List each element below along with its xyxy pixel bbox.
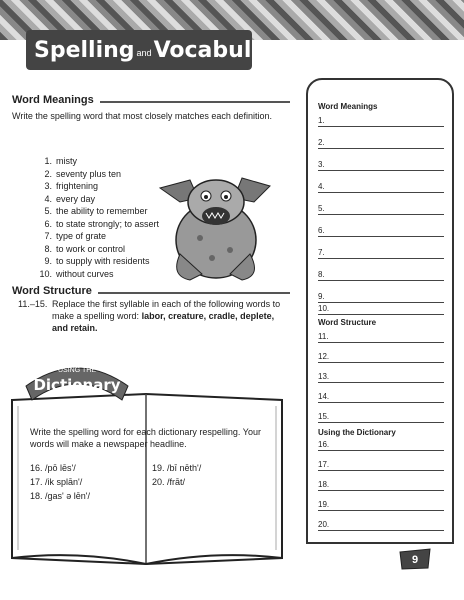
- answer-number: 5.: [318, 204, 325, 213]
- dictionary-label-main: Dictionary: [33, 376, 121, 394]
- answer-line[interactable]: [318, 258, 444, 259]
- answer-sheet-word-meanings: Word Meanings: [318, 102, 378, 111]
- list-item: 5. the ability to remember: [44, 206, 148, 216]
- answer-number: 17.: [318, 460, 330, 469]
- answer-line[interactable]: [318, 422, 444, 423]
- word-structure-number: 11.–15.: [18, 299, 48, 309]
- answer-number: 13.: [318, 372, 330, 381]
- answer-line[interactable]: [318, 302, 444, 303]
- answer-line[interactable]: [318, 470, 444, 471]
- answer-line[interactable]: [318, 148, 444, 149]
- answer-number: 4.: [318, 182, 325, 191]
- answer-number: 18.: [318, 480, 330, 489]
- answer-line[interactable]: [318, 530, 444, 531]
- list-item: 9. to supply with residents: [44, 256, 150, 266]
- dictionary-item: 16. /pō lēs'/: [30, 463, 76, 473]
- list-item: 10. without curves: [39, 268, 114, 279]
- answer-number: 8.: [318, 270, 325, 279]
- answer-line[interactable]: [318, 342, 444, 343]
- dictionary-label-top: USING THE: [58, 367, 96, 374]
- list-item: 7. type of grate: [44, 231, 107, 241]
- answer-number: 12.: [318, 352, 330, 361]
- answer-line[interactable]: [318, 214, 444, 215]
- answer-number: 15.: [318, 412, 330, 421]
- title-banner: [26, 30, 292, 70]
- word-structure-words: labor, creature, cradle, deplete, and retain.: [52, 311, 275, 333]
- dictionary-item: 19. /bī nēth'/: [152, 463, 202, 473]
- answer-number: 6.: [318, 226, 325, 235]
- dictionary-item: 17. /ik splān'/: [30, 477, 83, 487]
- answer-number: 20.: [318, 520, 330, 529]
- answer-sheet: [306, 78, 454, 544]
- page-number-badge: [398, 548, 432, 570]
- answer-number: 16.: [318, 440, 330, 449]
- answer-number: 3.: [318, 160, 325, 169]
- answer-line[interactable]: [318, 510, 444, 511]
- answer-line[interactable]: [318, 280, 444, 281]
- answer-line[interactable]: [318, 362, 444, 363]
- answer-number: 14.: [318, 392, 330, 401]
- answer-sheet-using-dictionary: Using the Dictionary: [318, 428, 396, 437]
- answer-number: 10.: [318, 304, 330, 313]
- banner-vocabulary: Vocabulary: [153, 37, 292, 63]
- dictionary-item: 18. /gas' ə lēn'/: [30, 491, 90, 501]
- dictionary-instructions: Write the spelling word for each dictionary respelling. Your words will make a newspaper headline.: [30, 427, 261, 449]
- list-item: 6. to state strongly; to assert: [44, 218, 160, 229]
- word-meanings-list: [24, 155, 159, 280]
- answer-line[interactable]: [318, 170, 444, 171]
- banner-and: and: [136, 48, 152, 58]
- answer-number: 11.: [318, 332, 329, 341]
- monster-illustration: [150, 158, 280, 286]
- list-item: 2. seventy plus ten: [44, 168, 122, 179]
- list-item: 4. every day: [44, 193, 96, 204]
- answer-number: 9.: [318, 292, 325, 301]
- word-structure-rule: [98, 292, 290, 294]
- word-meanings-instructions: Write the spelling word that most closely matches each definition.: [12, 111, 272, 121]
- using-dictionary-label: [22, 356, 132, 402]
- page-number: 9: [411, 554, 419, 566]
- answer-line[interactable]: [318, 236, 444, 237]
- word-meanings-rule: [100, 101, 290, 103]
- list-item: 8. to work or control: [44, 243, 126, 254]
- answer-line[interactable]: [318, 490, 444, 491]
- answer-line[interactable]: [318, 126, 444, 127]
- answer-line[interactable]: [318, 450, 444, 451]
- answer-line[interactable]: [318, 192, 444, 193]
- word-structure-heading: Word Structure: [12, 285, 92, 297]
- answer-line[interactable]: [318, 382, 444, 383]
- list-item: 3. frightening: [44, 181, 99, 191]
- answer-number: 2.: [318, 138, 325, 147]
- banner-spelling: Spelling: [34, 37, 135, 63]
- answer-number: 1.: [318, 116, 325, 125]
- answer-line[interactable]: [318, 402, 444, 403]
- word-structure-instructions: Replace the first syllable in each of the following words to make a spelling word: labor, creature, cradle, deplete, and retain.: [52, 299, 281, 333]
- answer-line[interactable]: [318, 314, 444, 315]
- answer-sheet-word-structure: Word Structure: [318, 318, 377, 327]
- list-item: 1. misty: [44, 156, 77, 166]
- answer-number: 19.: [318, 500, 330, 509]
- answer-number: 7.: [318, 248, 325, 257]
- word-meanings-heading: Word Meanings: [12, 94, 94, 106]
- dictionary-item: 20. /frāt/: [152, 477, 186, 487]
